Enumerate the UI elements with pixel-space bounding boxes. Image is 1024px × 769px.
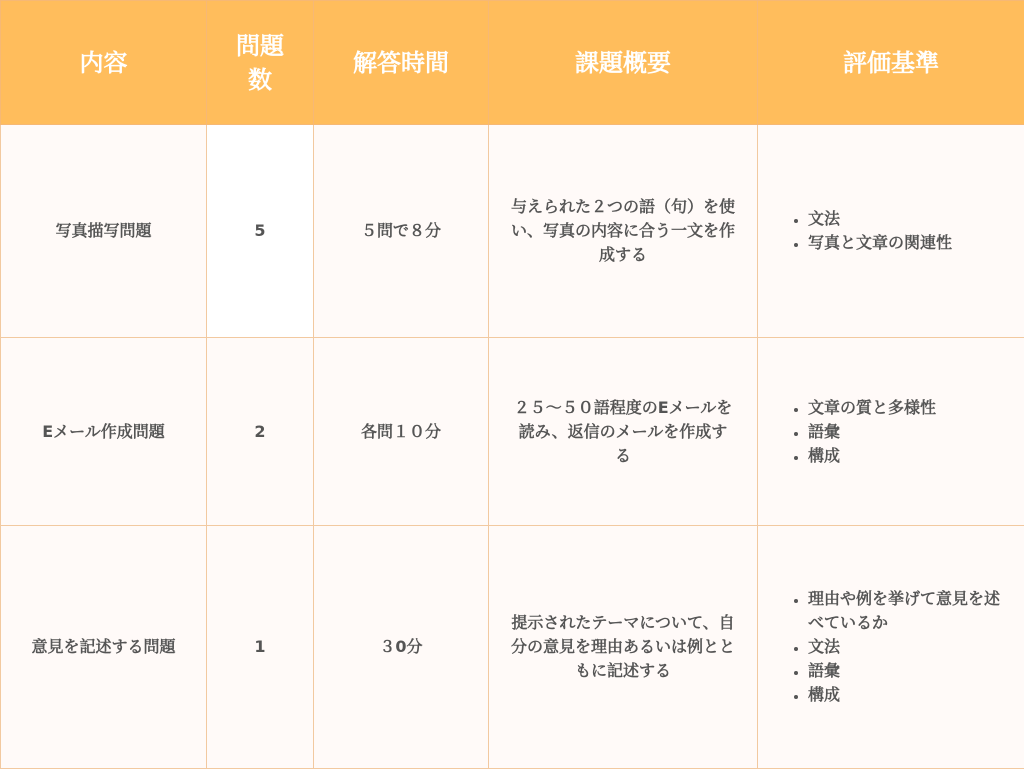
criteria-item: • 理由や例を挙げて意見を述べているか [808, 587, 1006, 635]
row-criteria [758, 338, 1024, 526]
row-task-summary: ２５～５０語程度のEメールを読み、返信のメールを作成する [489, 338, 758, 526]
criteria-list [786, 207, 1006, 255]
row-question-count: 2 [207, 338, 314, 526]
row-task-summary: 与えられた２つの語（句）を使い、写真の内容に合う一文を作成する [489, 125, 758, 338]
criteria-item: • 文章の質と多様性 [808, 396, 1006, 420]
header-answer-time: 解答時間 [314, 1, 489, 125]
row-content: 写真描写問題 [1, 125, 207, 338]
criteria-item: • 文法 [808, 635, 1006, 659]
table-row [1, 125, 1024, 338]
table-row [1, 526, 1024, 769]
header-content: 内容 [1, 1, 207, 125]
criteria-item: • 語彙 [808, 659, 1006, 683]
criteria-list [786, 587, 1006, 707]
header-task-summary: 課題概要 [489, 1, 758, 125]
criteria-item: • 構成 [808, 444, 1006, 468]
table-header-row [1, 1, 1024, 125]
criteria-list [786, 396, 1006, 468]
row-question-count: 5 [207, 125, 314, 338]
row-criteria [758, 526, 1024, 769]
header-question-count: 問題数 [207, 1, 314, 125]
criteria-item: • 構成 [808, 683, 1006, 707]
row-answer-time: ３0分 [314, 526, 489, 769]
row-question-count: 1 [207, 526, 314, 769]
row-content: 意見を記述する問題 [1, 526, 207, 769]
row-answer-time: 各問１０分 [314, 338, 489, 526]
row-criteria [758, 125, 1024, 338]
row-content: Eメール作成問題 [1, 338, 207, 526]
table-row [1, 338, 1024, 526]
criteria-item: • 文法 [808, 207, 1006, 231]
row-task-summary: 提示されたテーマについて、自分の意見を理由あるいは例とともに記述する [489, 526, 758, 769]
criteria-item: • 写真と文章の関連性 [808, 231, 1006, 255]
row-answer-time: ５問で８分 [314, 125, 489, 338]
header-criteria: 評価基準 [758, 1, 1024, 125]
criteria-item: • 語彙 [808, 420, 1006, 444]
